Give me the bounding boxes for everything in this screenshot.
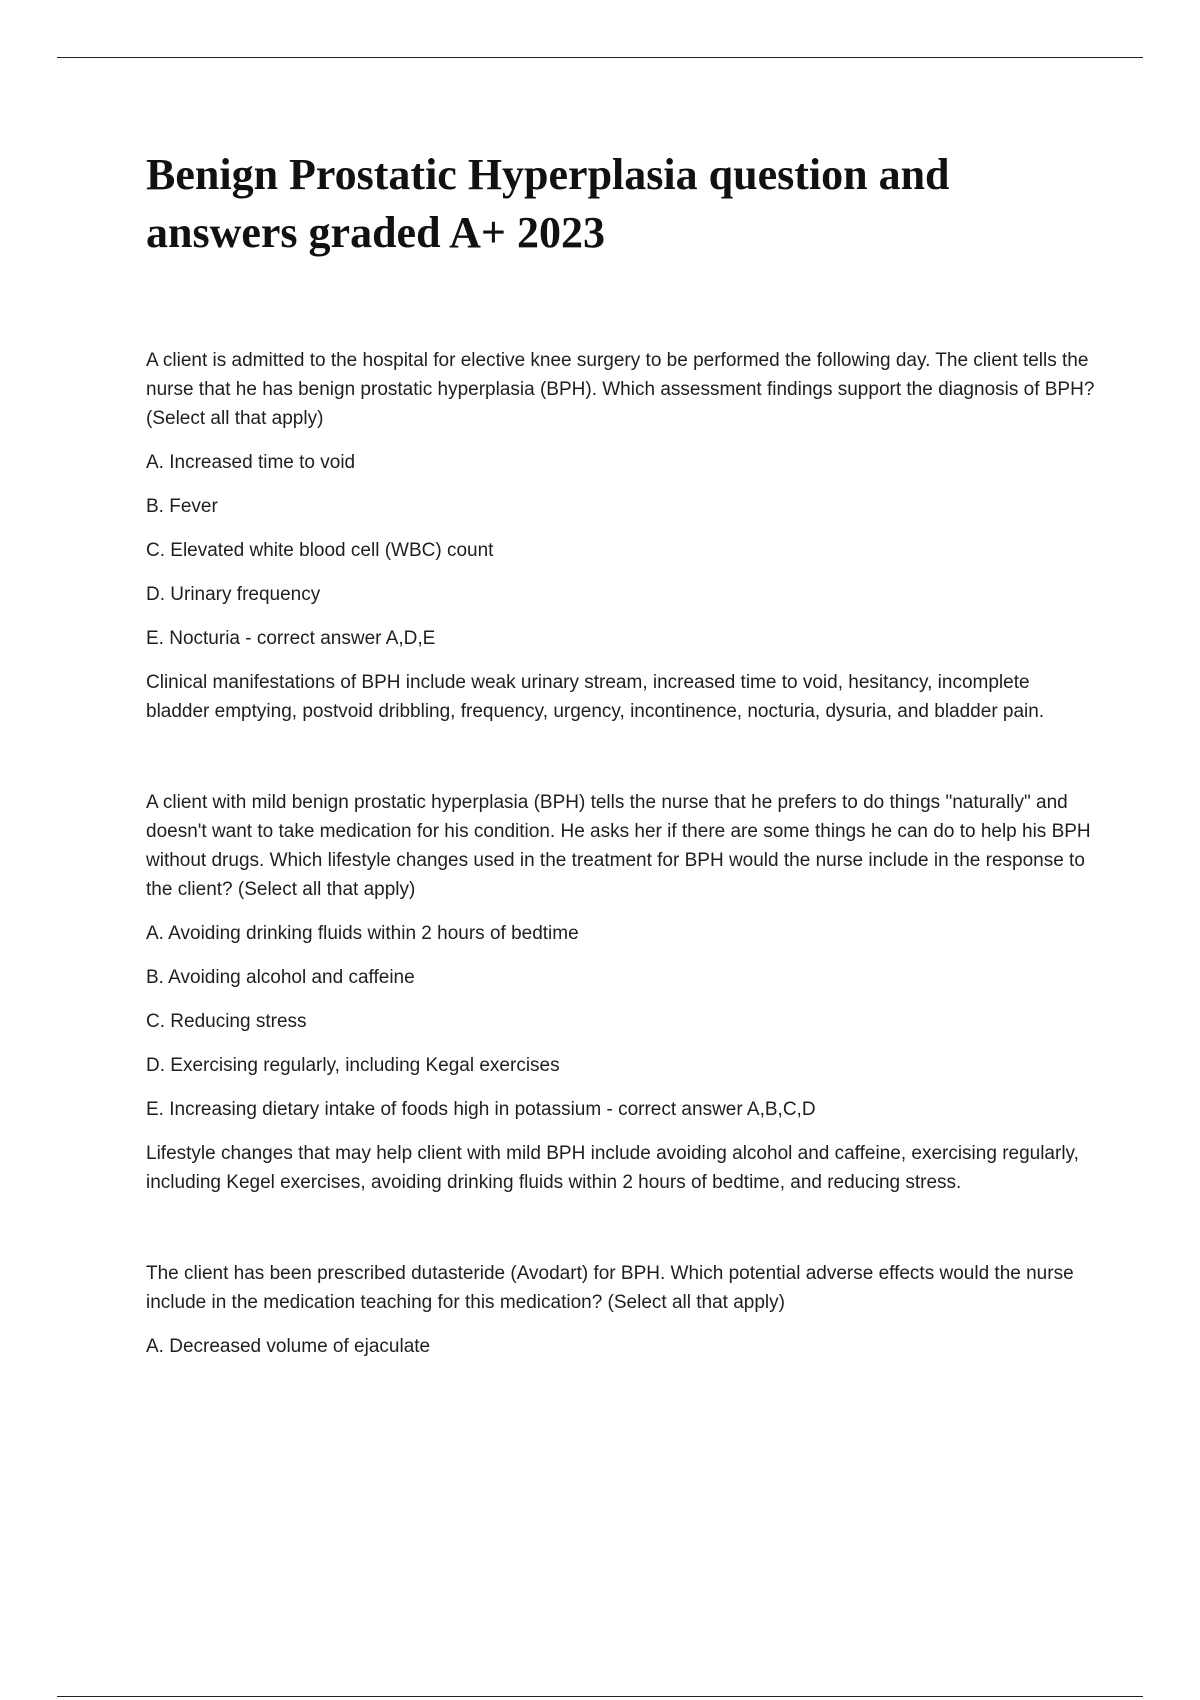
question-text: A client is admitted to the hospital for elective knee surgery to be performed the following day. The client tells the nurse that he has benign prostatic hyperplasia (BPH). Which assessment findings support the diagnosis of BPH? (Select all that apply) (146, 350, 1095, 429)
document-title: Benign Prostatic Hyperplasia question and answers graded A+ 2023 (146, 150, 950, 257)
bottom-divider (57, 1696, 1143, 1697)
answer-option: E. Nocturia - correct answer A,D,E (146, 628, 436, 649)
answer-option: D. Urinary frequency (146, 584, 321, 605)
answer-option: C. Reducing stress (146, 1011, 307, 1032)
answer-option: D. Exercising regularly, including Kegal exercises (146, 1055, 560, 1076)
question-text: A client with mild benign prostatic hyperplasia (BPH) tells the nurse that he prefers to do things "naturally" and doesn't want to take medication for his condition. He asks her if there are some things he can do to help his BPH without drugs. Which lifestyle changes used in the treatment for BPH would the nurse include in the response to the client? (Select all that apply) (146, 792, 1091, 900)
top-divider (57, 57, 1143, 58)
question-2 (146, 788, 1096, 1197)
rationale-text: Lifestyle changes that may help client with mild BPH include avoiding alcohol and caffeine, exercising regularly, including Kegel exercises, avoiding drinking fluids within 2 hours of bedtime, and reducing stress. (146, 1143, 1079, 1193)
question-3 (146, 1259, 1096, 1361)
answer-option: C. Elevated white blood cell (WBC) count (146, 540, 494, 561)
document-page (146, 146, 1096, 1376)
question-text: The client has been prescribed dutasteride (Avodart) for BPH. Which potential adverse effects would the nurse include in the medication teaching for this medication? (Select all that apply) (146, 1263, 1074, 1313)
answer-option: A. Decreased volume of ejaculate (146, 1336, 431, 1357)
question-1 (146, 346, 1096, 726)
answer-option: B. Avoiding alcohol and caffeine (146, 967, 415, 988)
answer-option: A. Increased time to void (146, 452, 356, 473)
answer-option: E. Increasing dietary intake of foods high in potassium - correct answer A,B,C,D (146, 1099, 816, 1120)
rationale-text: Clinical manifestations of BPH include weak urinary stream, increased time to void, hesitancy, incomplete bladder emptying, postvoid dribbling, frequency, urgency, incontinence, nocturia, dysuria, and bladder pain. (146, 672, 1045, 722)
answer-option: B. Fever (146, 496, 218, 517)
answer-option: A. Avoiding drinking fluids within 2 hours of bedtime (146, 923, 579, 944)
